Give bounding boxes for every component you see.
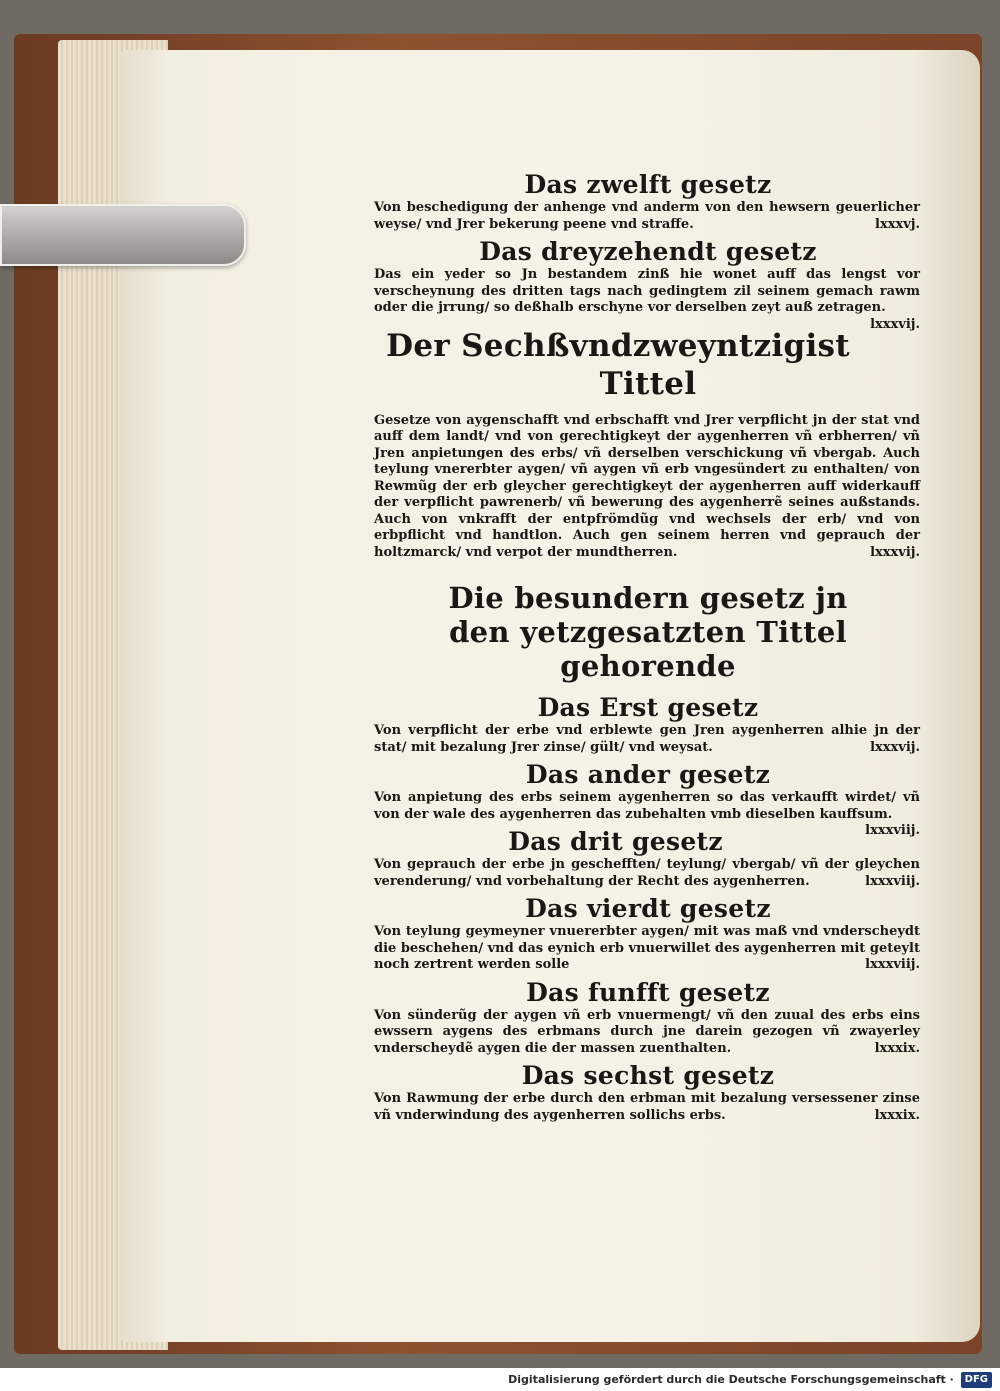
folio-number: lxxxviij. xyxy=(865,873,920,889)
footer-text: Digitalisierung gefördert durch die Deutsche Forschungsgemeinschaft · xyxy=(508,1373,954,1386)
folio-number: lxxxviij. xyxy=(865,957,920,972)
folio-number: lxxxix. xyxy=(874,1040,920,1056)
section-heading: Das Erst gesetz xyxy=(537,693,759,722)
section-description: Von beschedigung der anhenge vnd anderm von den hewsern geuerlicher weyse/ vnd Jrer bekerung peene vnd straffe. xyxy=(374,200,920,232)
title-description: Gesetze von aygenschafft vnd erbschafft vnd Jrer verpflicht jn der stat vnd auff dem landt/ vnd von gerechtigkeyt der aygenherren vñ erbherren/ vñ Jren anpietungen des erbs/ vñ derselben verschickung vñ vbergab. Auch teylung vnererbter aygen/ vñ aygen vñ erb vngesündert zu enthalten/ von Rewmũg der erb gleycher gerechtigkeyt der aygenherren auff widerkauff der verpflicht pawrenerb/ vñ bewerung des aygenherrẽ seines außstands. Auch von vnkrafft der entpfrömdũg vnd wechsels der erb/ vnd von erbpflicht vnd handtlon. Auch gen seinem herren vnd geprauch der holtzmarck/ vnd verpot der mundtherren. xyxy=(374,412,920,560)
section-description: Von anpietung des erbs seinem aygenherren so das verkaufft wirdet/ vñ von der wale des aygenherren das zubehalten vmb dieselben kauffsum. xyxy=(374,790,920,822)
section-dreyzehendt xyxy=(374,237,922,332)
folio-number: lxxxvij. xyxy=(870,739,920,755)
special-section-1 xyxy=(374,693,922,756)
section-text xyxy=(374,1091,922,1124)
special-section-6 xyxy=(374,1061,922,1124)
section-description: Von geprauch der erbe jn geschefften/ teylung/ vbergab/ vñ der gleychen verenderung/ vnd vorbehaltung der Recht des aygenherren. xyxy=(374,857,920,889)
special-section-2 xyxy=(374,760,922,838)
special-section-5 xyxy=(374,978,922,1058)
folio-number: lxxxvij. xyxy=(870,544,920,560)
footer-credit xyxy=(0,1368,1000,1391)
dfg-logo: DFG xyxy=(961,1372,992,1388)
section-heading: Das zwelft gesetz xyxy=(524,170,772,199)
section-description: Von teylung geymeyner vnuererbter aygen/ mit was maß vnd vnderscheydt die beschehen/ vnd das eynich erb vnuerwillet des aygenherren mit geteylt noch zertrent werden solle xyxy=(374,924,920,972)
section-text xyxy=(374,857,922,890)
section-heading: Das funfft gesetz xyxy=(526,977,770,1007)
title-summary xyxy=(374,413,922,562)
folio-number: lxxxviij. xyxy=(865,823,920,838)
section-text xyxy=(374,200,922,233)
section-description: Von Rawmung der erbe durch den erbman mit bezalung versessener zinse vñ vnderwindung des aygenherren sollichs erbs. xyxy=(374,1091,920,1123)
special-section-4 xyxy=(374,894,922,974)
spacer xyxy=(374,561,922,571)
section-description: Von sünderũg der aygen vñ erb vnuermengt/ vñ den zuual des erbs eins ewssern aygens des erbmans durch jne darein gezogen vñ zwayerley vnderscheydẽ aygen die der massen zuenthalten. xyxy=(374,1007,920,1056)
section-text xyxy=(374,723,922,756)
special-laws-heading: Die besundern gesetz jn den yetzgesatzten Tittel gehorende xyxy=(448,581,848,683)
section-heading: Das sechst gesetz xyxy=(521,1061,775,1090)
special-section-3 xyxy=(374,827,922,890)
section-description: Von verpflicht der erbe vnd erblewte gen Jren aygenherren alhie jn der stat/ mit bezalung Jrer zinse/ gült/ vnd weysat. xyxy=(374,723,920,755)
section-heading: Das vierdt gesetz xyxy=(525,894,771,923)
page-text-block xyxy=(374,170,922,1128)
section-description: Das ein yeder so Jn bestandem zinß hie wonet auff das lengst vor verscheynung des dritten tags nach gedingtem zil seinem gemach rawm oder die jrrung/ so deßhalb erschyne vor derselben zeyt auß zetragen. xyxy=(374,267,920,315)
section-text xyxy=(374,790,922,838)
section-text xyxy=(374,1008,922,1058)
folio-number: lxxxvj. xyxy=(875,216,920,232)
folio-number: lxxxvij. xyxy=(870,316,920,332)
section-text xyxy=(374,267,922,332)
section-heading: Das ander gesetz xyxy=(525,760,771,789)
page-clip-bookmark xyxy=(0,204,246,266)
section-heading: Das drit gesetz xyxy=(508,827,723,856)
section-text xyxy=(374,924,922,974)
section-zwelft xyxy=(374,170,922,233)
section-heading: Das dreyzehendt gesetz xyxy=(479,237,817,266)
title-heading: Der Sechßvndzweyntzigist Tittel xyxy=(386,327,850,402)
folio-number: lxxxix. xyxy=(874,1107,920,1123)
